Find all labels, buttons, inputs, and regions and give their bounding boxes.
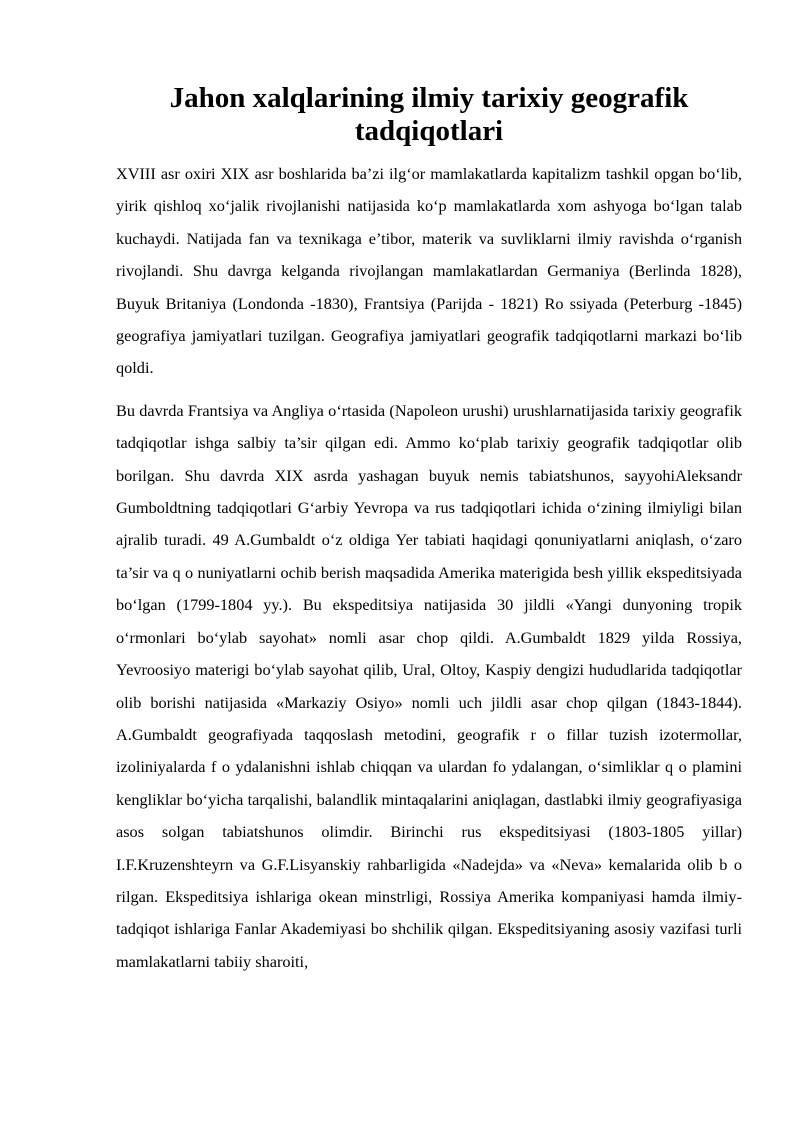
document-title: Jahon xalqlarining ilmiy tarixiy geografik tadqiqotlari <box>169 82 689 147</box>
paragraph-2: Bu davrda Frantsiya va Angliya o‘rtasida (Napoleon urushi) urushlarnatijasida tarixiy geografik tadqiqotlar ishga salbiy ta’sir qilgan edi. Ammo ko‘plab tarixiy geografik tadqiqotlar olib borilgan. Shu davrda XIX asrda yashagan buyuk nemis tabiatshunos, sayyohiAleksandr Gumboldtning tadqiqotlari G‘arbiy Yevropa va rus tadqiqotlari ichida o‘zining ilmiyligi bilan ajralib turadi. 49 A.Gumbaldt o‘z oldiga Yer tabiati haqidagi qonuniyatlarni aniqlash, o‘zaro ta’sir va q o nuniyatlarni ochib berish maqsadida Amerika materigida besh yillik ekspeditsiyada bo‘lgan (1799-1804 yy.). Bu ekspeditsiya natijasida 30 jildli «Yangi dunyoning tropik o‘rmonlari bo‘ylab sayohat» nomli asar chop qildi. A.Gumbaldt 1829 yilda Rossiya, Yevroosiyo materigi bo‘ylab sayohat qilib, Ural, Oltoy, Kaspiy dengizi hududlarida tadqiqotlar olib borishi natijasida «Markaziy Osiyo» nomli uch jildli asar chop qilgan (1843-1844). A.Gumbaldt geografiyada taqqoslash metodini, geografik r o fillar tuzish izotermollar, izoliniyalarda f o ydalanishni ishlab chiqqan va ulardan fo ydalangan, o‘simliklar q o plamini kengliklar bo‘yicha tarqalishi, balandlik mintaqalarini aniqlagan, dastlabki ilmiy geografiyasiga asos solgan tabiatshunos olimdir. Birinchi rus ekspeditsiyasi (1803-1805 yillar) I.F.Kruzenshteyrn va G.F.Lisyanskiy rahbarligida «Nadejda» va «Neva» kemalarida olib b o rilgan. Ekspeditsiya ishlariga okean minstrligi, Rossiya Amerika kompaniyasi hamda ilmiy-tadqiqot ishlariga Fanlar Akademiyasi bo shchilik qilgan. Ekspeditsiyaning asosiy vazifasi turli mamlakatlarni tabiiy sharoiti, <box>116 400 742 971</box>
document-page <box>116 82 742 978</box>
paragraph-1: XVIII asr oxiri XIX asr boshlarida ba’zi ilg‘or mamlakatlarda kapitalizm tashkil opgan bo‘lib, yirik qishloq xo‘jalik rivojlanishi natijasida ko‘p mamlakatlarda xom ashyoga bo‘lgan talab kuchaydi. Natijada fan va texnikaga e’tibor, materik va suvliklarni ilmiy ravishda o‘rganish rivojlandi. Shu davrga kelganda rivojlangan mamlakatlardan Germaniya (Berlinda 1828), Buyuk Britaniya (Londonda -1830), Frantsiya (Parijda - 1821) Ro ssiyada (Peterburg -1845) geografiya jamiyatlari tuzilgan. Geografiya jamiyatlari geografik tadqiqotlarni markazi bo‘lib qoldi. <box>116 164 742 378</box>
